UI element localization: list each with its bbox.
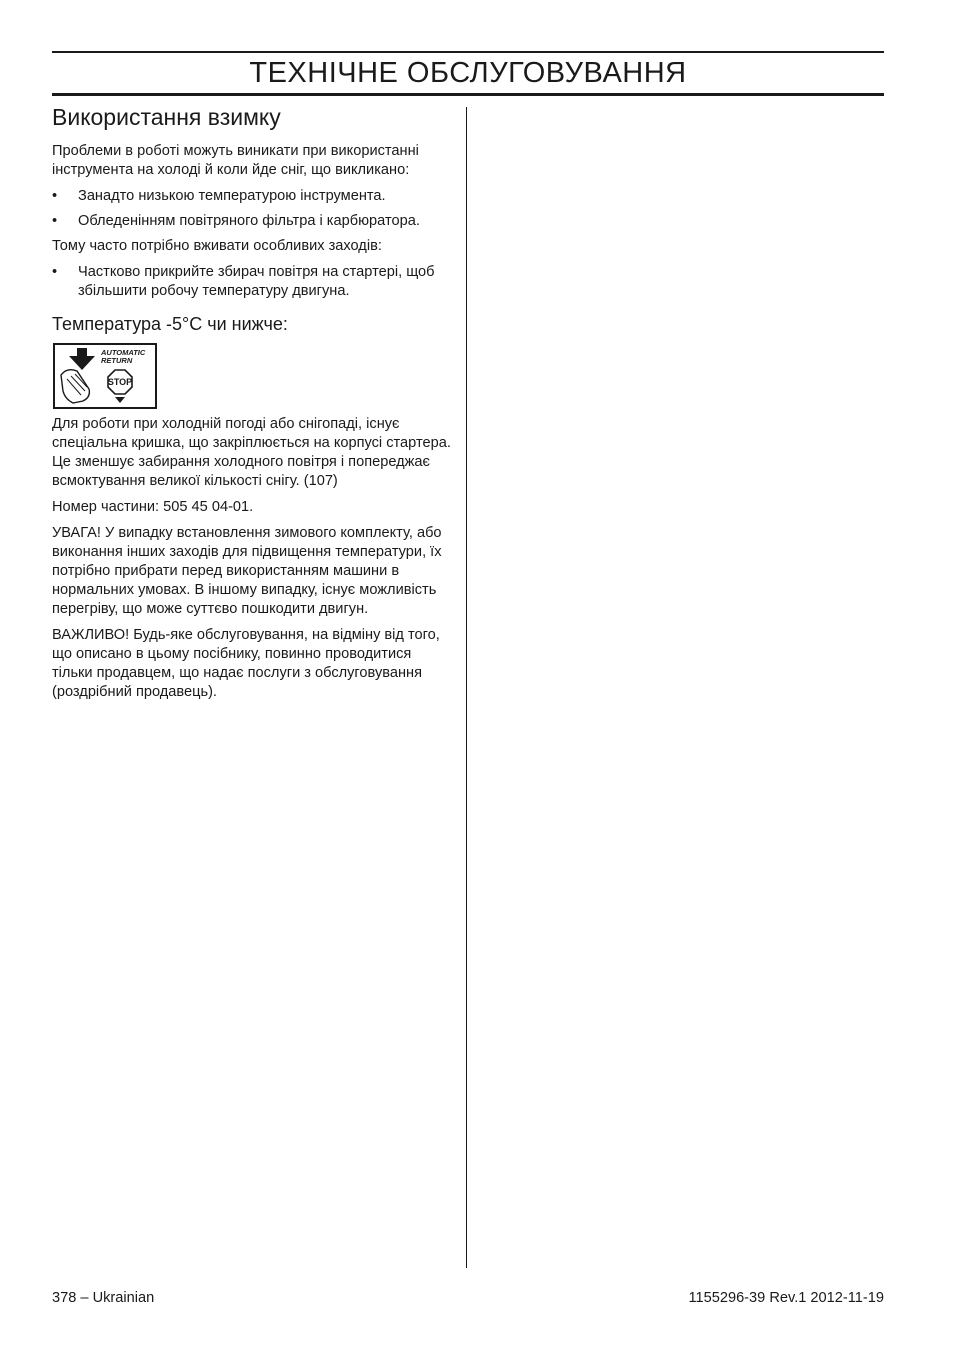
bullet-icon: • (52, 264, 58, 280)
list-item-text: Частково прикрийте збирач повітря на стартері, щоб збільшити робочу температуру двигуна. (78, 264, 435, 299)
choke-stop-icon (53, 343, 157, 409)
bullet-icon: • (52, 213, 58, 229)
choke-stop-illustration (55, 345, 155, 407)
section-title: ТЕХНІЧНЕ ОБСЛУГОВУВАННЯ (249, 57, 687, 89)
bullet-icon: • (52, 188, 58, 204)
measures-intro: Тому часто потрібно вживати особливих заходів: (52, 238, 382, 254)
header-rule-top (52, 51, 884, 53)
icon-label-return: RETURN (101, 356, 133, 365)
measures-list (52, 263, 452, 301)
subsection-title: Використання взимку (52, 104, 281, 130)
temperature-heading: Температура -5°C чи нижче: (52, 314, 288, 334)
list-item (52, 212, 452, 231)
cover-paragraph: Для роботи при холодній погоді або снігопаді, існує спеціальна кришка, що закріплюється на корпусі стартера. Це зменшує забирання холодного повітря і попереджає всмоктування великої кількості снігу. (107) (52, 416, 451, 489)
footer-page-label: 378 – Ukrainian (52, 1290, 155, 1306)
left-column (52, 100, 452, 709)
list-item-text: Занадто низькою температурою інструмента. (78, 188, 386, 204)
icon-label-automatic: AUTOMATIC (101, 348, 146, 357)
header-rule-bottom (52, 93, 884, 96)
list-item (52, 263, 452, 301)
list-item (52, 187, 452, 206)
part-number: Номер частини: 505 45 04-01. (52, 499, 254, 515)
causes-list (52, 187, 452, 231)
intro-paragraph: Проблеми в роботі можуть виникати при використанні інструмента на холоді й коли йде сніг, що викликано: (52, 143, 419, 178)
column-divider (466, 107, 467, 1268)
important-paragraph: ВАЖЛИВО! Будь-яке обслуговування, на відміну від того, що описано в цьому посібнику, повинно проводитися тільки продавцем, що надає послуги з обслуговування (роздрібний продавець). (52, 627, 440, 700)
stop-label: STOP (107, 377, 133, 387)
footer-doc-id: 1155296-39 Rev.1 2012-11-19 (688, 1290, 884, 1306)
warning-paragraph: УВАГА! У випадку встановлення зимового комплекту, або виконання інших заходів для підвищення температури, їх потрібно прибрати перед використанням машини в нормальних умовах. В іншому випадку, існує можливість перегріву, що може суттєво пошкодити двигун. (52, 525, 442, 617)
list-item-text: Обледенінням повітряного фільтра і карбюратора. (78, 213, 420, 229)
